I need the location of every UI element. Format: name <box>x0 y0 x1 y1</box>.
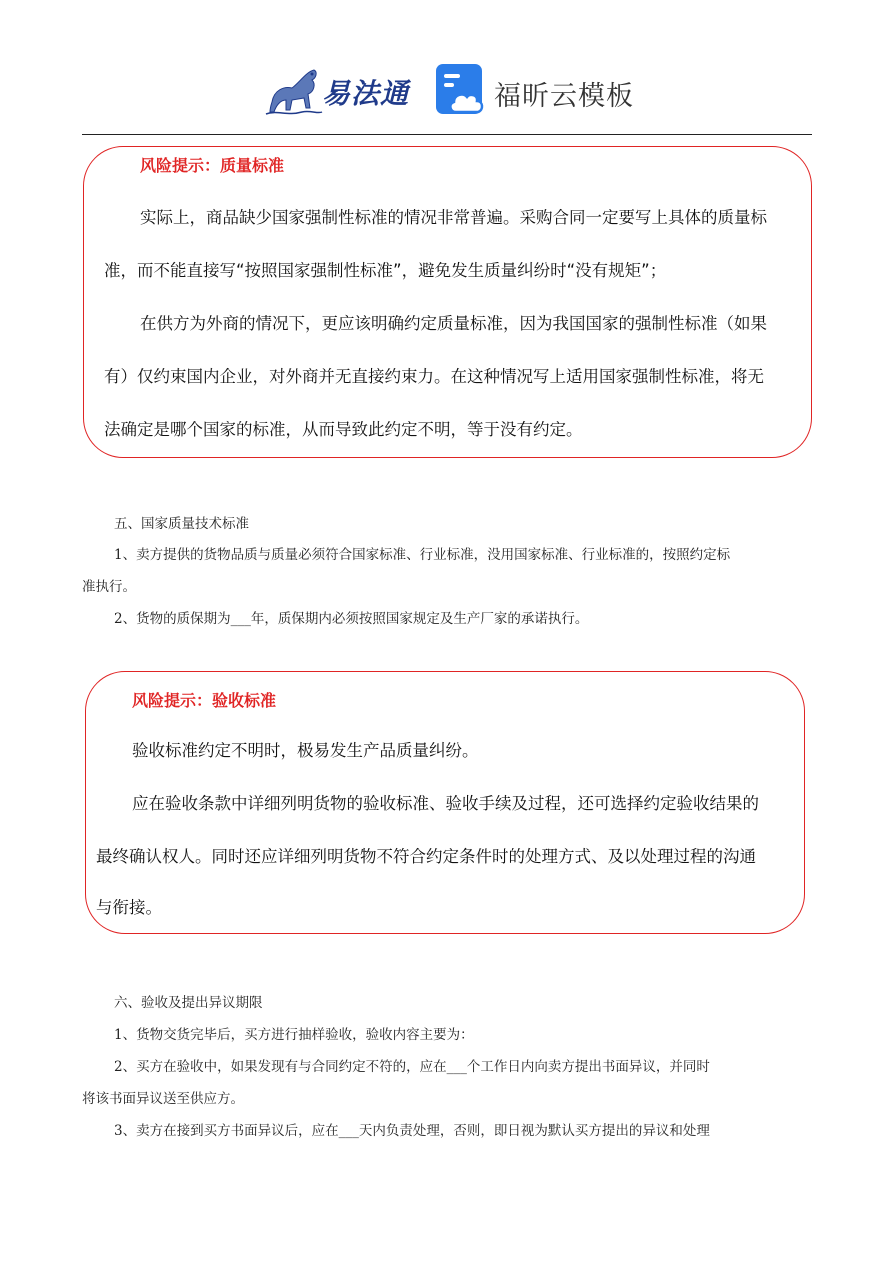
risk-line: 验收标准约定不明时，极易发生产品质量纠纷。 <box>132 741 479 760</box>
section-heading: 六、验收及提出异议期限 <box>114 995 263 1011</box>
risk-box-acceptance-standard <box>85 671 805 934</box>
header-divider <box>82 134 812 135</box>
clause-line: 1、货物交货完毕后，买方进行抽样验收，验收内容主要为： <box>114 1027 474 1043</box>
clause-line: 准执行。 <box>82 579 136 595</box>
section-heading: 五、国家质量技术标准 <box>114 516 249 532</box>
risk-box-title: 风险提示：验收标准 <box>132 691 277 710</box>
page-header <box>0 0 893 136</box>
risk-line: 应在验收条款中详细列明货物的验收标准、验收手续及过程，还可选择约定验收结果的 <box>132 794 759 813</box>
clause-line: 2、货物的质保期为___年，质保期内必须按照国家规定及生产厂家的承诺执行。 <box>114 611 589 627</box>
risk-line: 有）仅约束国内企业，对外商并无直接约束力。在这种情况写上适用国家强制性标准，将无 <box>104 367 764 386</box>
clause-line: 3、卖方在接到买方书面异议后，应在___天内负责处理，否则，即日视为默认买方提出的异议和处理 <box>114 1123 710 1139</box>
yifatong-brand-text: 易法通 <box>322 77 410 110</box>
risk-line: 在供方为外商的情况下，更应该明确约定质量标准，因为我国国家的强制性标准（如果 <box>140 314 767 333</box>
clause-line: 2、买方在验收中，如果发现有与合同约定不符的，应在___个工作日内向卖方提出书面异议，并同时 <box>114 1059 710 1075</box>
qilin-icon <box>262 62 324 120</box>
clause-line: 1、卖方提供的货物品质与质量必须符合国家标准、行业标准，没用国家标准、行业标准的，按照约定标 <box>114 547 731 563</box>
risk-line: 最终确认权人。同时还应详细列明货物不符合约定条件时的处理方式、及以处理过程的沟通 <box>96 847 756 866</box>
risk-line: 与衔接。 <box>96 898 162 917</box>
risk-line: 法确定是哪个国家的标准，从而导致此约定不明，等于没有约定。 <box>104 420 583 439</box>
foxit-brand-text: 福昕云模板 <box>494 81 634 112</box>
clause-line: 将该书面异议送至供应方。 <box>82 1091 244 1107</box>
risk-line: 实际上，商品缺少国家强制性标准的情况非常普遍。采购合同一定要写上具体的质量标 <box>140 208 767 227</box>
risk-box-title: 风险提示：质量标准 <box>140 156 285 175</box>
foxit-template-logo <box>436 64 646 120</box>
risk-line: 准，而不能直接写“按照国家强制性标准”，避免发生质量纠纷时“没有规矩”； <box>104 261 667 280</box>
document-cloud-icon <box>436 64 488 116</box>
yifatong-logo <box>262 62 422 120</box>
risk-box-quality-standard <box>83 146 812 458</box>
